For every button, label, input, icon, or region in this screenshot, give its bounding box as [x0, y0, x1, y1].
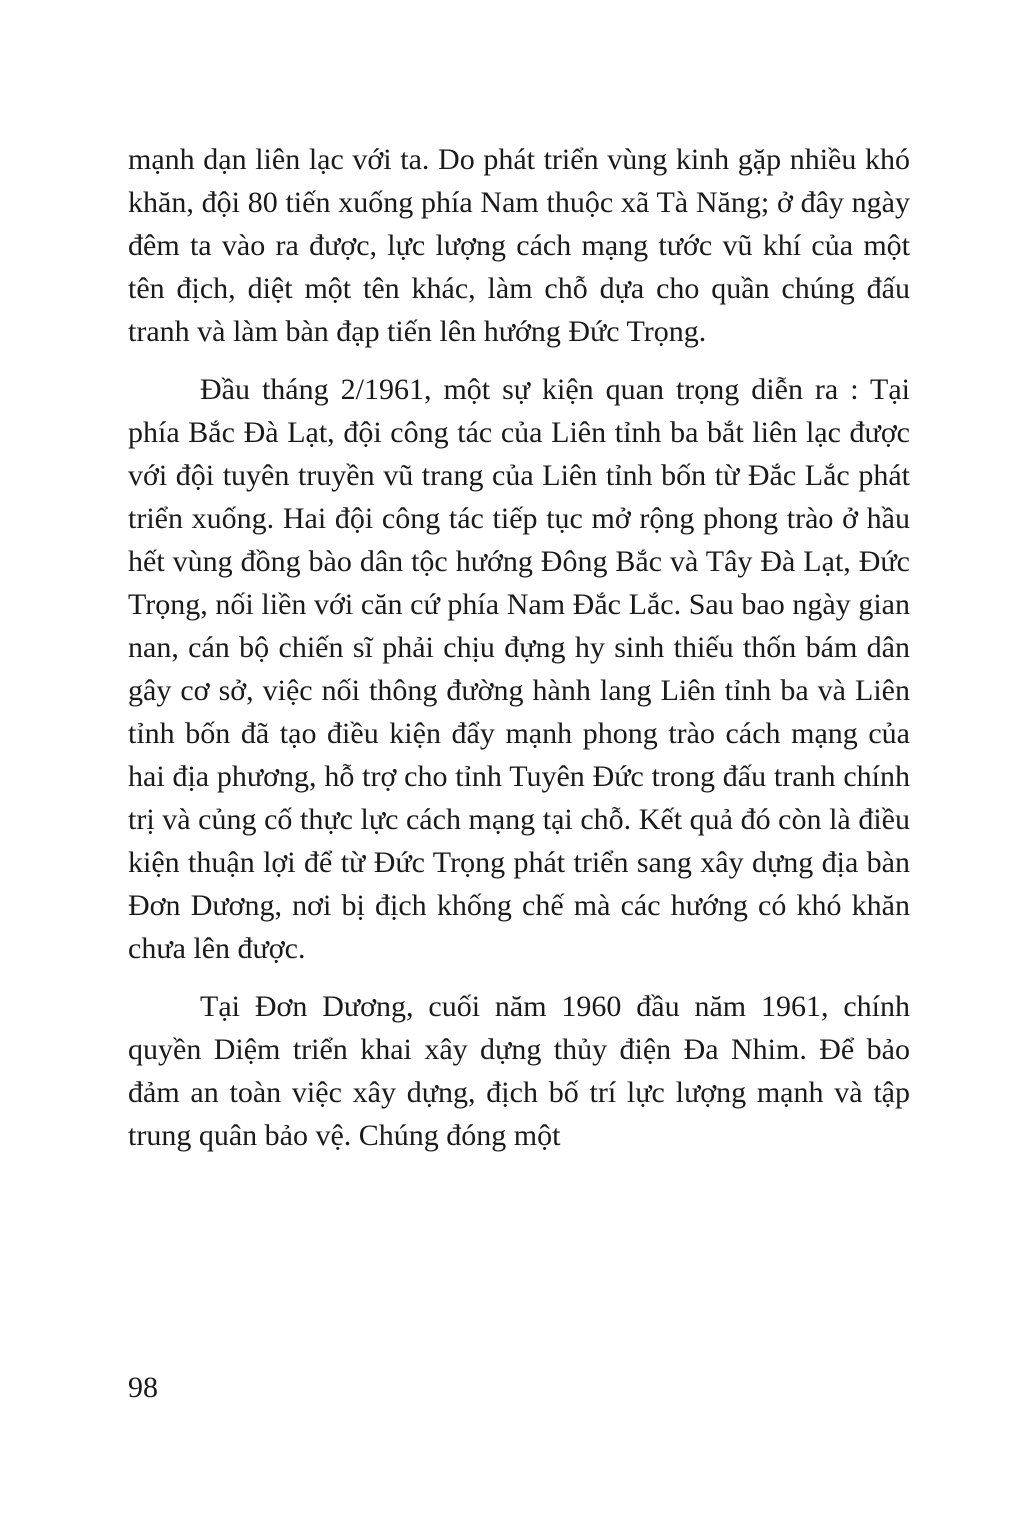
paragraph-3: Tại Đơn Dương, cuối năm 1960 đầu năm 1961, chính quyền Diệm triển khai xây dựng thủy điện Đa Nhim. Để bảo đảm an toàn việc xây dựng, địch bố trí lực lượng mạnh và tập trung quân bảo vệ. Chúng đóng một — [128, 990, 910, 1152]
body-text — [128, 138, 910, 1157]
page-number: 98 — [128, 1371, 158, 1404]
paragraph-1: mạnh dạn liên lạc với ta. Do phát triển vùng kinh gặp nhiều khó khăn, đội 80 tiến xuống phía Nam thuộc xã Tà Năng; ở đây ngày đêm ta vào ra được, lực lượng cách mạng tước vũ khí của một tên địch, diệt một tên khác, làm chỗ dựa cho quần chúng đấu tranh và làm bàn đạp tiến lên hướng Đức Trọng. — [128, 143, 910, 348]
paragraph-2: Đầu tháng 2/1961, một sự kiện quan trọng diễn ra : Tại phía Bắc Đà Lạt, đội công tác của Liên tỉnh ba bắt liên lạc được với đội tuyên truyền vũ trang của Liên tỉnh bốn từ Đắc Lắc phát triển xuống. Hai đội công tác tiếp tục mở rộng phong trào ở hầu hết vùng đồng bào dân tộc hướng Đông Bắc và Tây Đà Lạt, Đức Trọng, nối liền với căn cứ phía Nam Đắc Lắc. Sau bao ngày gian nan, cán bộ chiến sĩ phải chịu đựng hy sinh thiếu thốn bám dân gây cơ sở, việc nối thông đường hành lang Liên tỉnh ba và Liên tỉnh bốn đã tạo điều kiện đẩy mạnh phong trào cách mạng của hai địa phương, hỗ trợ cho tỉnh Tuyên Đức trong đấu tranh chính trị và củng cố thực lực cách mạng tại chỗ. Kết quả đó còn là điều kiện thuận lợi để từ Đức Trọng phát triển sang xây dựng địa bàn Đơn Dương, nơi bị địch khống chế mà các hướng có khó khăn chưa lên được. — [128, 373, 910, 965]
